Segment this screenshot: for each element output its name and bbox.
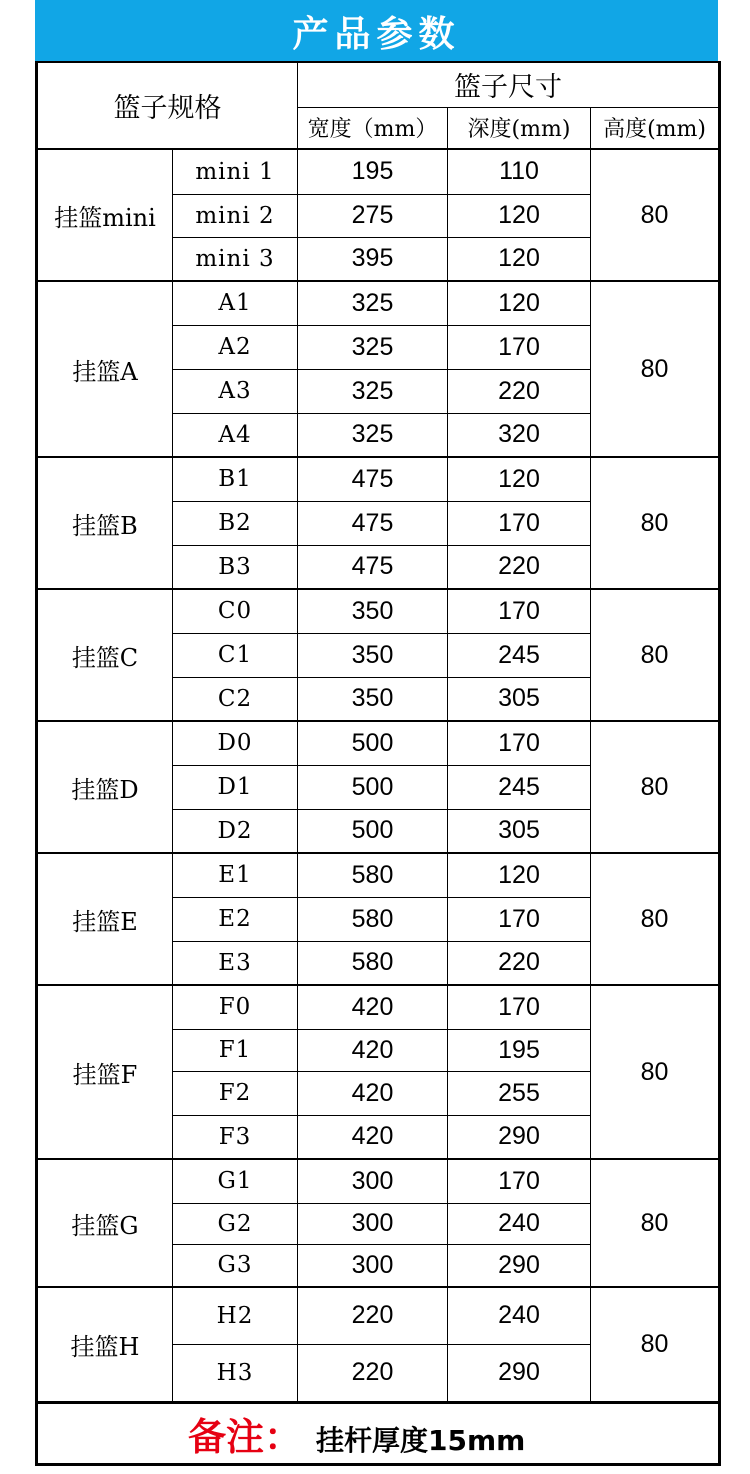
depth-cell: 245	[448, 633, 591, 677]
depth-cell: 170	[448, 501, 591, 545]
width-cell: 325	[298, 325, 448, 369]
width-cell: 325	[298, 369, 448, 413]
width-cell: 325	[298, 413, 448, 457]
group-name: 挂篮D	[37, 721, 173, 853]
height-cell: 80	[591, 589, 720, 721]
depth-cell: 120	[448, 237, 591, 281]
height-cell: 80	[591, 1287, 720, 1402]
table-row	[37, 853, 720, 897]
depth-cell: 220	[448, 941, 591, 985]
depth-cell: 320	[448, 413, 591, 457]
width-cell: 580	[298, 897, 448, 941]
page-title: 产品参数	[35, 0, 718, 62]
product-params-table	[35, 61, 721, 1466]
group-name: 挂篮F	[37, 985, 173, 1159]
width-cell: 420	[298, 1029, 448, 1071]
table-row	[37, 1159, 720, 1203]
width-cell: 395	[298, 237, 448, 281]
spec-cell: D2	[173, 809, 298, 853]
depth-cell: 290	[448, 1244, 591, 1287]
width-cell: 195	[298, 149, 448, 194]
spec-cell: F3	[173, 1115, 298, 1159]
group-name: 挂篮B	[37, 457, 173, 589]
height-cell: 80	[591, 853, 720, 985]
header-row-1	[37, 62, 720, 107]
depth-cell: 290	[448, 1344, 591, 1402]
width-cell: 275	[298, 194, 448, 237]
table-row	[37, 589, 720, 633]
spec-cell: H2	[173, 1287, 298, 1344]
depth-cell: 170	[448, 589, 591, 633]
spec-cell: mini 3	[173, 237, 298, 281]
spec-cell: D0	[173, 721, 298, 765]
group-name: 挂篮C	[37, 589, 173, 721]
width-cell: 500	[298, 721, 448, 765]
width-cell: 420	[298, 985, 448, 1029]
width-cell: 220	[298, 1344, 448, 1402]
spec-cell: E1	[173, 853, 298, 897]
table-row	[37, 1287, 720, 1344]
spec-cell: F0	[173, 985, 298, 1029]
depth-cell: 305	[448, 809, 591, 853]
depth-cell: 120	[448, 194, 591, 237]
spec-cell: A2	[173, 325, 298, 369]
width-cell: 300	[298, 1244, 448, 1287]
spec-cell: B2	[173, 501, 298, 545]
table-row	[37, 721, 720, 765]
width-cell: 350	[298, 633, 448, 677]
height-cell: 80	[591, 721, 720, 853]
depth-cell: 120	[448, 853, 591, 897]
depth-cell: 170	[448, 721, 591, 765]
group-name: 挂篮E	[37, 853, 173, 985]
spec-cell: A1	[173, 281, 298, 325]
width-cell: 325	[298, 281, 448, 325]
width-cell: 220	[298, 1287, 448, 1344]
spec-cell: mini 1	[173, 149, 298, 194]
note-label: 备注：	[188, 1414, 303, 1459]
width-header: 宽度（mm）	[298, 107, 448, 149]
spec-header: 篮子规格	[37, 62, 298, 149]
spec-cell: F2	[173, 1071, 298, 1115]
spec-cell: H3	[173, 1344, 298, 1402]
height-cell: 80	[591, 985, 720, 1159]
depth-cell: 245	[448, 765, 591, 809]
depth-cell: 195	[448, 1029, 591, 1071]
table-row	[37, 281, 720, 325]
height-header: 高度(mm)	[591, 107, 720, 149]
height-cell: 80	[591, 457, 720, 589]
spec-cell: G3	[173, 1244, 298, 1287]
note-text: 挂杆厚度15mm	[316, 1423, 526, 1457]
spec-cell: C2	[173, 677, 298, 721]
spec-cell: B3	[173, 545, 298, 589]
depth-cell: 240	[448, 1203, 591, 1244]
spec-cell: A4	[173, 413, 298, 457]
height-cell: 80	[591, 1159, 720, 1287]
width-cell: 420	[298, 1115, 448, 1159]
spec-cell: A3	[173, 369, 298, 413]
width-cell: 500	[298, 809, 448, 853]
depth-cell: 170	[448, 1159, 591, 1203]
table-row	[37, 457, 720, 501]
depth-cell: 170	[448, 985, 591, 1029]
depth-cell: 290	[448, 1115, 591, 1159]
spec-cell: B1	[173, 457, 298, 501]
spec-cell: D1	[173, 765, 298, 809]
note-row	[37, 1402, 720, 1464]
width-cell: 475	[298, 545, 448, 589]
height-cell: 80	[591, 149, 720, 281]
depth-cell: 255	[448, 1071, 591, 1115]
depth-cell: 305	[448, 677, 591, 721]
spec-cell: mini 2	[173, 194, 298, 237]
depth-header: 深度(mm)	[448, 107, 591, 149]
spec-cell: E2	[173, 897, 298, 941]
depth-cell: 170	[448, 897, 591, 941]
note-cell	[37, 1402, 720, 1464]
spec-cell: G2	[173, 1203, 298, 1244]
group-name: 挂篮A	[37, 281, 173, 457]
width-cell: 475	[298, 457, 448, 501]
table-row	[37, 149, 720, 194]
group-name: 挂篮H	[37, 1287, 173, 1402]
width-cell: 350	[298, 677, 448, 721]
width-cell: 300	[298, 1159, 448, 1203]
group-name: 挂篮mini	[37, 149, 173, 281]
depth-cell: 120	[448, 457, 591, 501]
width-cell: 300	[298, 1203, 448, 1244]
depth-cell: 110	[448, 149, 591, 194]
spec-cell: C1	[173, 633, 298, 677]
width-cell: 475	[298, 501, 448, 545]
depth-cell: 220	[448, 369, 591, 413]
height-cell: 80	[591, 281, 720, 457]
width-cell: 580	[298, 941, 448, 985]
spec-cell: C0	[173, 589, 298, 633]
spec-cell: F1	[173, 1029, 298, 1071]
table-body	[37, 62, 720, 1464]
width-cell: 420	[298, 1071, 448, 1115]
group-name: 挂篮G	[37, 1159, 173, 1287]
table-row	[37, 985, 720, 1029]
depth-cell: 220	[448, 545, 591, 589]
spec-cell: G1	[173, 1159, 298, 1203]
spec-cell: E3	[173, 941, 298, 985]
depth-cell: 170	[448, 325, 591, 369]
depth-cell: 240	[448, 1287, 591, 1344]
size-header: 篮子尺寸	[298, 62, 720, 107]
width-cell: 580	[298, 853, 448, 897]
width-cell: 350	[298, 589, 448, 633]
depth-cell: 120	[448, 281, 591, 325]
width-cell: 500	[298, 765, 448, 809]
